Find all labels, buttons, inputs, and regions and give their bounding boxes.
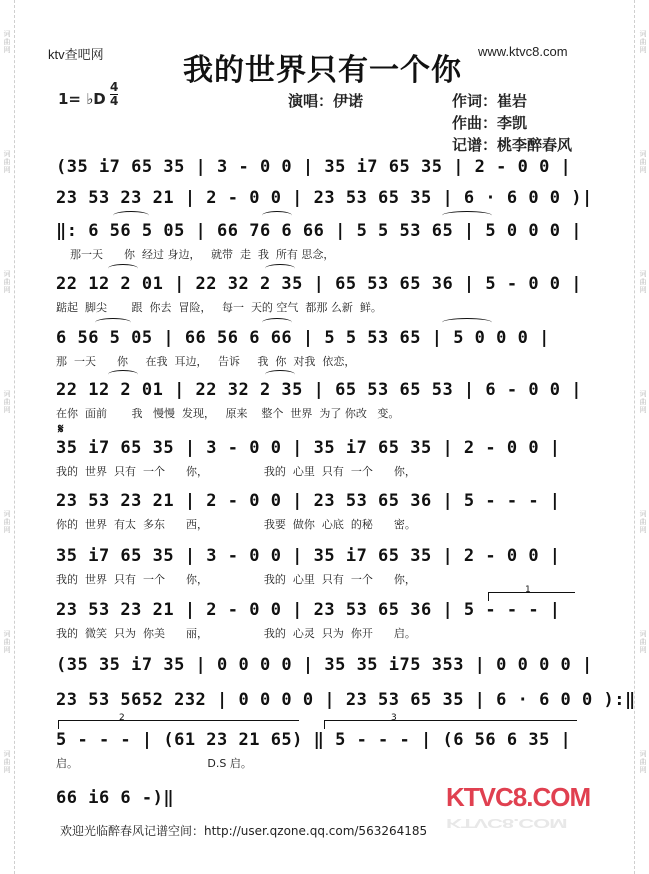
tie-arc <box>265 264 295 273</box>
watermark-right-4: 词曲网 <box>639 390 647 414</box>
watermark-left-3: 词曲网 <box>3 270 11 294</box>
tie-arc <box>113 211 149 220</box>
score-line-10: 23 53 23 21 | 2 - 0 0 | 23 53 65 36 | 5 - - - | <box>56 600 561 620</box>
singer: 演唱：伊诺 <box>288 92 364 110</box>
key-signature: 1= ♭D <box>58 90 106 108</box>
watermark-right-7: 词曲网 <box>639 750 647 774</box>
segno-sign: 𝄋 <box>58 422 64 437</box>
tie-arc <box>442 318 492 327</box>
watermark-left-5: 词曲网 <box>3 510 11 534</box>
time-sig-top: 4 <box>110 80 119 94</box>
volta-2-number: 2 <box>119 713 125 723</box>
lyric-line-10: 我的 微笑 只为 你美 丽， 我的 心灵 只为 你开 启。 <box>56 627 416 640</box>
time-sig-bottom: 4 <box>110 94 119 108</box>
lyric-line-3: 那一天 你 经过 身边， 就带 走 我 所有 思念， <box>56 248 335 261</box>
tie-arc <box>442 211 492 220</box>
lyric-line-7: 我的 世界 只有 一个 你， 我的 心里 只有 一个 你， <box>56 465 416 478</box>
score-line-13: 5 - - - | (61 23 21 65) ‖ 5 - - - | (6 56 6 35 | <box>56 730 572 750</box>
score-line-1: (35 i7 65 35 | 3 - 0 0 | 35 i7 65 35 | 2 - 0 0 | <box>56 157 572 177</box>
tie-arc <box>108 370 138 379</box>
ktvc8-logo-reflection: KTVC8.COM <box>446 815 567 831</box>
right-margin-strip <box>634 0 649 874</box>
watermark-right-5: 词曲网 <box>639 510 647 534</box>
tie-arc <box>95 318 131 327</box>
score-line-3: ‖: 6 56 5 05 | 66 76 6 66 | 5 5 53 65 | 5 0 0 0 | <box>56 221 583 241</box>
score-line-12: 23 53 5652 232 | 0 0 0 0 | 23 53 65 35 | 6 · 6 0 0 ):‖ <box>56 690 636 710</box>
volta-3-number: 3 <box>391 713 397 723</box>
volta-third-ending <box>324 713 577 729</box>
watermark-left-2: 词曲网 <box>3 150 11 174</box>
volta-second-ending <box>58 713 299 729</box>
watermark-left-4: 词曲网 <box>3 390 11 414</box>
lyric-line-4: 踮起 脚尖 跟 你去 冒险， 每一 天的 空气 都那 么新 鲜。 <box>56 301 382 314</box>
watermark-left-7: 词曲网 <box>3 750 11 774</box>
tie-arc <box>265 370 295 379</box>
score-line-11: (35 35 i7 35 | 0 0 0 0 | 35 35 i75 353 | 0 0 0 0 | <box>56 655 593 675</box>
watermark-right-1: 词曲网 <box>639 30 647 54</box>
score-line-5: 6 56 5 05 | 66 56 6 66 | 5 5 53 65 | 5 0 0 0 | <box>56 328 550 348</box>
tie-arc <box>262 211 292 220</box>
score-line-8: 23 53 23 21 | 2 - 0 0 | 23 53 65 36 | 5 - - - | <box>56 491 561 511</box>
lyric-line-9: 我的 世界 只有 一个 你， 我的 心里 只有 一个 你， <box>56 573 416 586</box>
site-label: ktv查吧网 <box>48 47 104 62</box>
composer: 作曲：李凯 <box>452 114 528 132</box>
watermark-right-6: 词曲网 <box>639 630 647 654</box>
watermark-left-6: 词曲网 <box>3 630 11 654</box>
volta-1-number: 1 <box>525 585 531 595</box>
score-line-6: 22 12 2 01 | 22 32 2 35 | 65 53 65 53 | 6 - 0 0 | <box>56 380 583 400</box>
score-line-7: 35 i7 65 35 | 3 - 0 0 | 35 i7 65 35 | 2 - 0 0 | <box>56 438 561 458</box>
tie-arc <box>108 264 138 273</box>
lyricist: 作词：崔岩 <box>452 92 528 110</box>
footer-credit: 欢迎光临醉春风记谱空间：http://user.qzone.qq.com/563264185 <box>60 824 428 838</box>
score-line-2: 23 53 23 21 | 2 - 0 0 | 23 53 65 35 | 6 · 6 0 0 )| <box>56 188 593 208</box>
score-line-9: 35 i7 65 35 | 3 - 0 0 | 35 i7 65 35 | 2 - 0 0 | <box>56 546 561 566</box>
lyric-line-6: 在你 面前 我 慢慢 发现， 原来 整个 世界 为了 你改 变。 <box>56 407 400 420</box>
tie-arc <box>262 318 292 327</box>
watermark-left-1: 词曲网 <box>3 30 11 54</box>
watermark-right-2: 词曲网 <box>639 150 647 174</box>
lyric-line-8: 你的 世界 有太 多东 西， 我要 做你 心底 的秘 密。 <box>56 518 416 531</box>
site-url: www.ktvc8.com <box>478 44 568 59</box>
ktvc8-logo: KTVC8.COM <box>446 782 591 812</box>
song-title: 我的世界只有一个你 <box>183 53 462 88</box>
score-line-14: 66 i6 6 -)‖ <box>56 788 175 808</box>
lyric-line-13: 启。 D.S 启。 <box>56 757 252 770</box>
time-signature <box>110 82 118 107</box>
transcriber: 记谱：桃李醉春风 <box>452 136 573 154</box>
left-margin-strip <box>0 0 15 874</box>
watermark-right-3: 词曲网 <box>639 270 647 294</box>
score-line-4: 22 12 2 01 | 22 32 2 35 | 65 53 65 36 | 5 - 0 0 | <box>56 274 583 294</box>
lyric-line-5: 那 一天 你 在我 耳边， 告诉 我 你 对我 依恋， <box>56 355 356 368</box>
